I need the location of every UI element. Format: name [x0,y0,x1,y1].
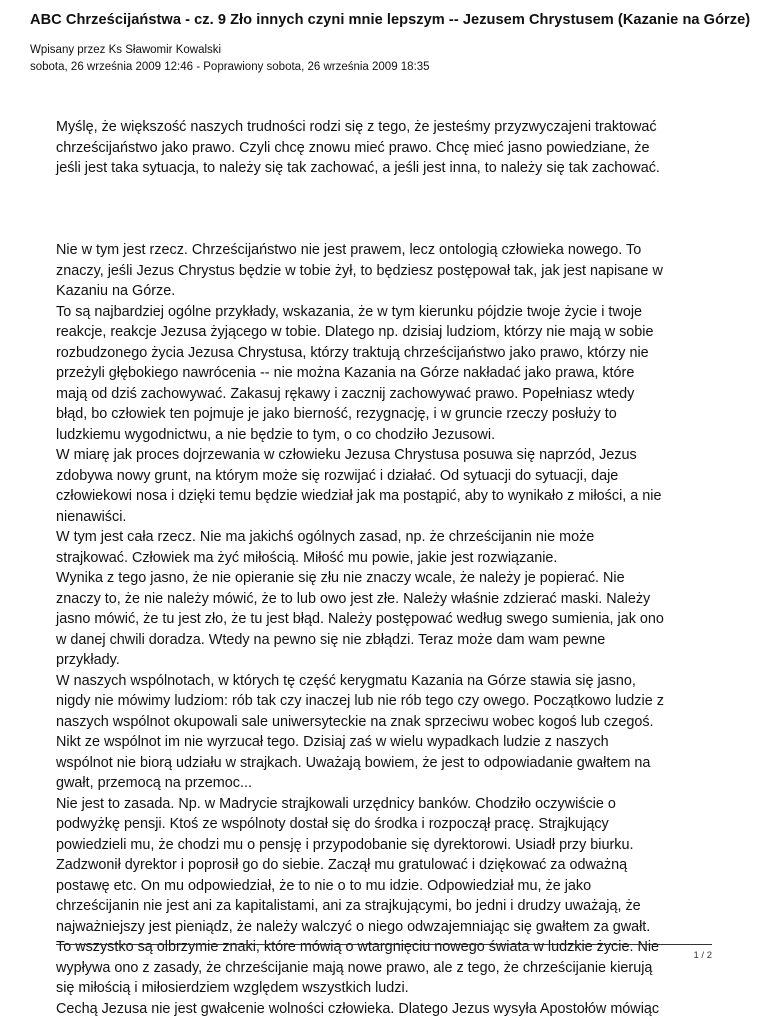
text-line: gwałt, przemocą na przemoc... [56,773,716,794]
text-line: Kazaniu na Górze. [56,281,716,302]
text-line: W tym jest cała rzecz. Nie ma jakichś ogólnych zasad, np. że chrześcijanin nie może [56,527,716,548]
text-line: Nikt ze wspólnot im nie wyrzucał tego. Dzisiaj zaś w wielu wypadkach ludzie z naszych [56,732,716,753]
text-line: strajkować. Człowiek ma żyć miłością. Miłość mu powie, jakie jest rozwiązanie. [56,548,716,569]
text-line: To są najbardziej ogólne przykłady, wskazania, że w tym kierunku pójdzie twoje życie i twoje [56,302,716,323]
text-line: To wszystko są olbrzymie znaki, które mówią o wtargnięciu nowego świata w ludzkie życie. Nie [56,937,716,958]
text-line: nigdy nie mówimy ludziom: rób tak czy inaczej lub nie rób tego czy owego. Początkowo ludzie z [56,691,716,712]
text-line: znaczy, jeśli Jezus Chrystus będzie w tobie żył, to będziesz postępował tak, jak jest napisane w [56,261,716,282]
text-line: błąd, bo człowiek ten pojmuje je jako bierność, rezygnację, i w gruncie rzeczy posłuży to [56,404,716,425]
text-line: mają od dziś zachowywać. Zakasuj rękawy i zacznij zachowywać prawo. Popełniasz wtedy [56,384,716,405]
text-line: najważniejszy jest pieniądz, że należy walczyć o niego odwzajemniając się gwałtem za gwałt. [56,917,716,938]
text-line: powiedzieli mu, że chodzi mu o pensję i przypodobanie się dyrektorowi. Usiadł przy biurku. [56,835,716,856]
text-line: przeżyli głębokiego nawrócenia -- nie można Kazania na Górze nakładać jako prawa, które [56,363,716,384]
text-line: rozbudzonego życia Jezusa Chrystusa, którzy traktują chrześcijaństwo jako prawo, którzy nie [56,343,716,364]
author-line: Wpisany przez Ks Sławomir Kowalski [30,42,430,59]
text-line: chrześcijaństwo jako prawo. Czyli chcę znowu mieć prawo. Chcę mieć jasno powiedziane, że [56,138,716,159]
text-line: nienawiści. [56,507,716,528]
text-line: Zadzwonił dyrektor i poprosił go do siebie. Zaczął mu gratulować i dziękować za odważną [56,855,716,876]
text-line: jeśli jest taka sytuacja, to należy się tak zachować, a jeśli jest inna, to należy się tak zachować. [56,158,716,179]
document-meta [30,42,430,76]
text-line: W miarę jak proces dojrzewania w człowieku Jezusa Chrystusa posuwa się naprzód, Jezus [56,445,716,466]
paragraph-gap [56,179,716,241]
text-line: Nie jest to zasada. Np. w Madrycie strajkowali urzędnicy banków. Chodziło oczywiście o [56,794,716,815]
text-line: W naszych wspólnotach, w których tę część kerygmatu Kazania na Górze stawia się jasno, [56,671,716,692]
article-body [56,117,716,1019]
text-line: się miłością i miłosierdziem względem wszystkich ludzi. [56,978,716,999]
text-line: Wynika z tego jasno, że nie opieranie się złu nie znaczy wcale, że należy je popierać. Nie [56,568,716,589]
text-line: znaczy to, że nie należy mówić, że to lub owo jest złe. Należy właśnie zdzierać maski. Należy [56,589,716,610]
text-line: podwyżkę pensji. Ktoś ze wspólnoty dostał się do środka i rozpoczął pracę. Strajkujący [56,814,716,835]
date-line: sobota, 26 września 2009 12:46 - Poprawiony sobota, 26 września 2009 18:35 [30,59,430,76]
text-line: wspólnot nie biorą udziału w strajkach. Uważają bowiem, że jest to odpowiadanie gwałtem na [56,753,716,774]
text-line: Nie w tym jest rzecz. Chrześcijaństwo nie jest prawem, lecz ontologią człowieka nowego. To [56,240,716,261]
page-number: 1 / 2 [694,950,713,961]
text-line: reakcje, reakcje Jezusa żyjącego w tobie. Dlatego np. dzisiaj ludziom, którzy nie mają w sobie [56,322,716,343]
text-line: ludzkiemu wygodnictwu, a nie będzie to tym, o co chodziło Jezusowi. [56,425,716,446]
main-paragraphs [56,240,716,1019]
document-title: ABC Chrześcijaństwa - cz. 9 Zło innych czyni mnie lepszym -- Jezusem Chrystusem (Kazanie na Górze) [30,12,750,28]
text-line: Cechą Jezusa nie jest gwałcenie wolności człowieka. Dlatego Jezus wysyła Apostołów mówiąc [56,999,716,1019]
text-line: postawę etc. On mu odpowiedział, że to nie o to mu idzie. Odpowiedział mu, że jako [56,876,716,897]
footer-divider [56,944,712,945]
text-line: zdobywa nowy grunt, na którym może się rozwijać i działać. Od sytuacji do sytuacji, daje [56,466,716,487]
text-line: Myślę, że większość naszych trudności rodzi się z tego, że jesteśmy przyzwyczajeni traktować [56,117,716,138]
text-line: naszych wspólnot okupowali sale uniwersyteckie na znak sprzeciwu wobec kogoś lub czegoś. [56,712,716,733]
text-line: jasno mówić, że tu jest zło, że tu jest błąd. Należy postępować według swego sumienia, jak ono [56,609,716,630]
intro-paragraph [56,117,716,179]
text-line: w danej chwili doradza. Wtedy na pewno się nie zbłądzi. Teraz może dam wam pewne [56,630,716,651]
text-line: chrześcijanin nie jest ani za kapitalistami, ani za strajkującymi, bo jedni i drudzy uważają, że [56,896,716,917]
text-line: przykłady. [56,650,716,671]
text-line: człowiekowi nosa i dzięki temu będzie wiedział jak ma postąpić, aby to wynikało z miłości, a nie [56,486,716,507]
text-line: wypływa ono z zasady, że chrześcijanie mają nowe prawo, ale z tego, że chrześcijanie kierują [56,958,716,979]
